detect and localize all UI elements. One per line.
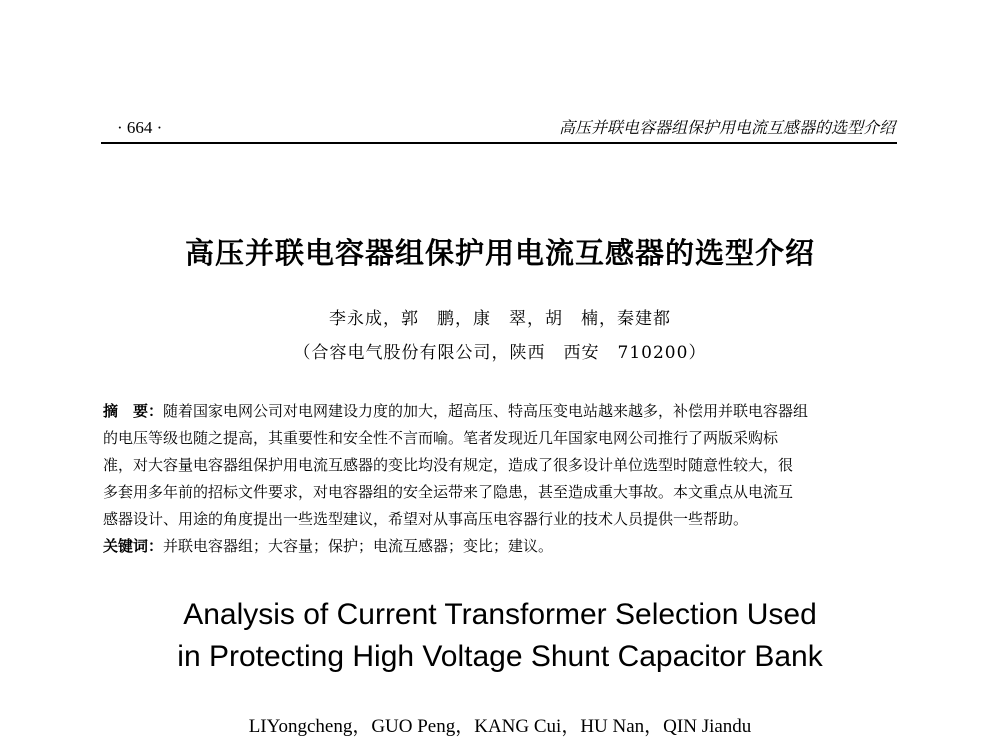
keywords-line (103, 533, 895, 560)
paper-title-chinese: 高压并联电容器组保护用电流互感器的选型介绍 (184, 236, 815, 270)
abstract-label: 摘 要： (103, 402, 164, 420)
abstract-line: 准，对大容量电容器组保护用电流互感器的变比均没有规定，造成了很多设计单位选型时随意性较大，很 (103, 456, 794, 474)
page-header (101, 114, 897, 144)
title-english-line-2: in Protecting High Voltage Shunt Capacitor Bank (177, 640, 823, 673)
abstract-line: 的电压等级也随之提高，其重要性和安全性不言而喻。笔者发现近几年国家电网公司推行了两版采购标 (103, 429, 779, 447)
title-english-line-1: Analysis of Current Transformer Selection Used (183, 598, 817, 631)
abstract-line (103, 398, 895, 425)
abstract-section (103, 398, 895, 560)
keywords-text: 并联电容器组；大容量；保护；电流互感器；变比；建议。 (163, 537, 554, 555)
authors-english: LIYongcheng，GUO Peng，KANG Cui，HU Nan，QIN Jiandu (248, 716, 752, 737)
paper-title-english (0, 594, 1000, 678)
abstract-line: 感器设计、用途的角度提出一些选型建议，希望对从事高压电容器行业的技术人员提供一些帮助。 (103, 510, 749, 528)
affiliation-chinese: （合容电气股份有限公司，陕西 西安 710200） (293, 343, 707, 363)
authors-chinese: 李永成，郭 鹏，康 翠，胡 楠，秦建都 (329, 309, 671, 329)
abstract-text: 随着国家电网公司对电网建设力度的加大，超高压、特高压变电站越来越多，补偿用并联电容器组 (163, 402, 809, 420)
abstract-line: 多套用多年前的招标文件要求，对电容器组的安全运带来了隐患，甚至造成重大事故。本文重点从电流互 (103, 483, 794, 501)
keywords-label: 关键词： (103, 537, 164, 555)
running-title: 高压并联电容器组保护用电流互感器的选型介绍 (558, 118, 895, 137)
page-number: · 664 · (117, 118, 163, 137)
